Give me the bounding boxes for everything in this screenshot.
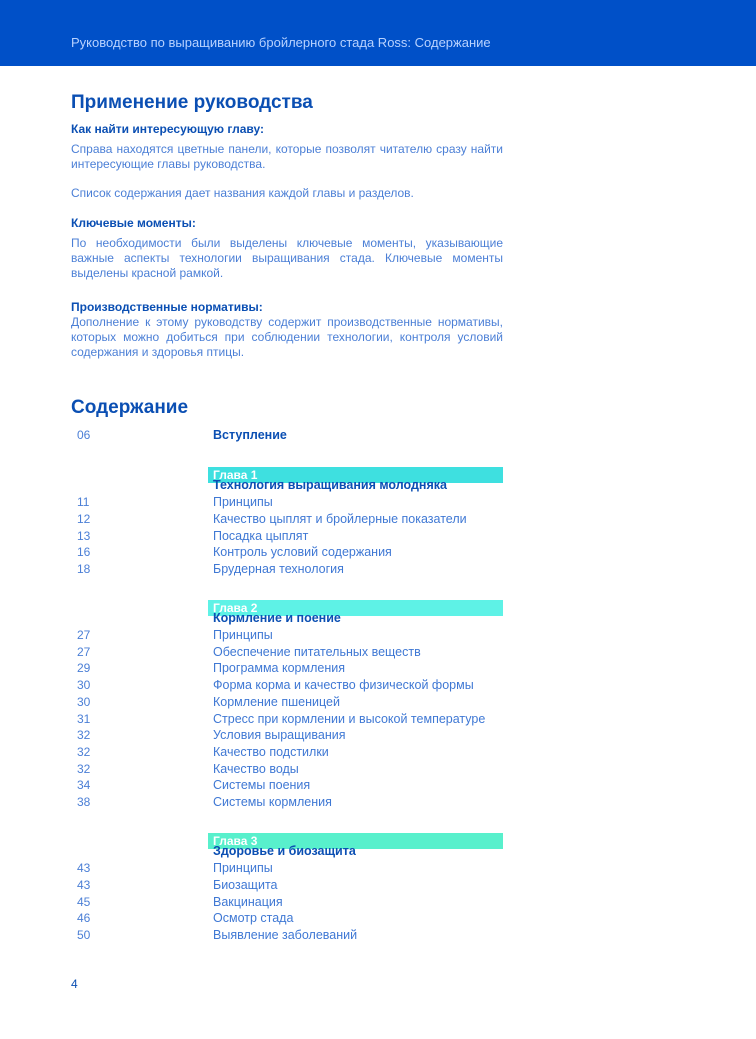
toc-entry[interactable] [71,778,503,795]
toc-section-title: Принципы [213,861,273,876]
toc-entry[interactable] [71,745,503,762]
toc-title: Содержание [71,397,189,418]
toc-entry[interactable] [71,844,503,861]
toc-entry[interactable] [71,661,503,678]
toc-page-number: 06 [77,428,91,442]
toc-entry[interactable] [71,529,503,546]
toc-page-number: 32 [77,744,91,759]
toc-page-number: 43 [77,861,91,876]
chapter-label: Глава 2 [213,600,258,615]
chapter-label: Глава 3 [213,833,258,848]
toc-entry[interactable] [71,478,503,495]
toc-page-number: 43 [77,877,91,892]
toc-entry[interactable] [71,695,503,712]
toc-entry[interactable] [71,495,503,512]
toc-entry[interactable] [71,562,503,579]
toc-section-title: Контроль условий содержания [213,545,392,560]
toc-page-number: 27 [77,628,91,642]
header-title: Руководство по выращиванию бройлерного стада Ross: Содержание [71,35,491,50]
toc-entry[interactable] [71,678,503,695]
toc-entry[interactable] [71,628,503,645]
toc-page-number: 30 [77,678,91,693]
toc-page-number: 46 [77,911,91,926]
toc-section-title: Кормление пшеницей [213,694,340,709]
usage-paragraph: Дополнение к этому руководству содержит производственные нормативы, которых можно добиться при соблюдении технологии, контроля условий содержания и здоровья птицы. [71,315,503,359]
toc-section-title: Брудерная технология [213,561,344,576]
toc-section-title: Принципы [213,495,273,510]
toc-section-title: Условия выращивания [213,728,346,743]
page-number: 4 [71,977,78,991]
toc-page-number: 45 [77,894,91,909]
toc-entry[interactable] [71,762,503,779]
toc-section-title: Биозащита [213,877,278,892]
usage-heading-find-chapter: Как найти интересующую главу: [71,122,264,136]
toc-entry[interactable] [71,728,503,745]
usage-heading-standards: Производственные нормативы: [71,300,263,314]
toc-chapter-title: Здоровье и биозащита [213,844,356,859]
header-bar [0,0,756,66]
toc-page-number: 29 [77,661,91,676]
toc-section-title: Качество цыплят и бройлерные показатели [213,511,467,526]
toc-page-number: 32 [77,761,91,776]
toc-section-title: Стресс при кормлении и высокой температуре [213,711,486,726]
toc-entry[interactable] [71,545,503,562]
toc-entry[interactable] [71,928,503,945]
toc-page-number: 34 [77,778,91,793]
toc-entry[interactable] [71,895,503,912]
toc-chapter-title: Технология выращивания молодняка [213,478,447,493]
toc-section-title: Качество воды [213,761,299,776]
toc-section-title: Посадка цыплят [213,528,309,543]
usage-paragraph: Справа находятся цветные панели, которые позволят читателю сразу найти интересующие главы руководства. [71,142,503,171]
toc-page-number: 18 [77,561,91,576]
usage-paragraph: По необходимости были выделены ключевые моменты, указывающие важные аспекты технологии выращивания стада. Ключевые моменты выделены красной рамкой. [71,236,503,280]
usage-paragraph: Список содержания дает названия каждой главы и разделов. [71,186,414,200]
chapter-label: Глава 1 [213,467,258,482]
toc-entry[interactable] [71,645,503,662]
toc-entry[interactable] [71,512,503,529]
toc-page-number: 11 [77,495,90,510]
toc-entry[interactable] [71,861,503,878]
toc-page-number: 32 [77,728,91,743]
toc-page-number: 27 [77,644,91,659]
toc-entry[interactable] [71,878,503,895]
toc-page-number: 16 [77,545,91,560]
toc-entry[interactable] [71,611,503,628]
toc-chapter-title: Вступление [213,428,287,442]
toc-page-number: 30 [77,694,91,709]
toc-entry[interactable] [71,428,503,445]
toc-page-number: 31 [77,711,91,726]
toc-section-title: Программа кормления [213,661,345,676]
toc-section-title: Принципы [213,628,273,642]
toc-section-title: Осмотр стада [213,911,294,926]
toc-section-title: Форма корма и качество физической формы [213,678,474,693]
toc-chapter-title: Кормление и поение [213,611,341,626]
toc-section-title: Выявление заболеваний [213,927,358,942]
toc-page-number: 38 [77,795,91,809]
toc-section-title: Качество подстилки [213,744,329,759]
usage-heading-key-points: Ключевые моменты: [71,216,196,230]
toc-section-title: Обеспечение питательных веществ [213,644,421,659]
toc-entry[interactable] [71,712,503,729]
toc-entry[interactable] [71,795,503,812]
toc-section-title: Вакцинация [213,894,283,909]
usage-title: Применение руководства [71,92,313,113]
toc-page-number: 50 [77,927,91,942]
toc-entry[interactable] [71,911,503,928]
toc-section-title: Системы поения [213,778,311,793]
toc-page-number: 13 [77,528,91,543]
toc-section-title: Системы кормления [213,795,332,809]
toc-page-number: 12 [77,511,91,526]
